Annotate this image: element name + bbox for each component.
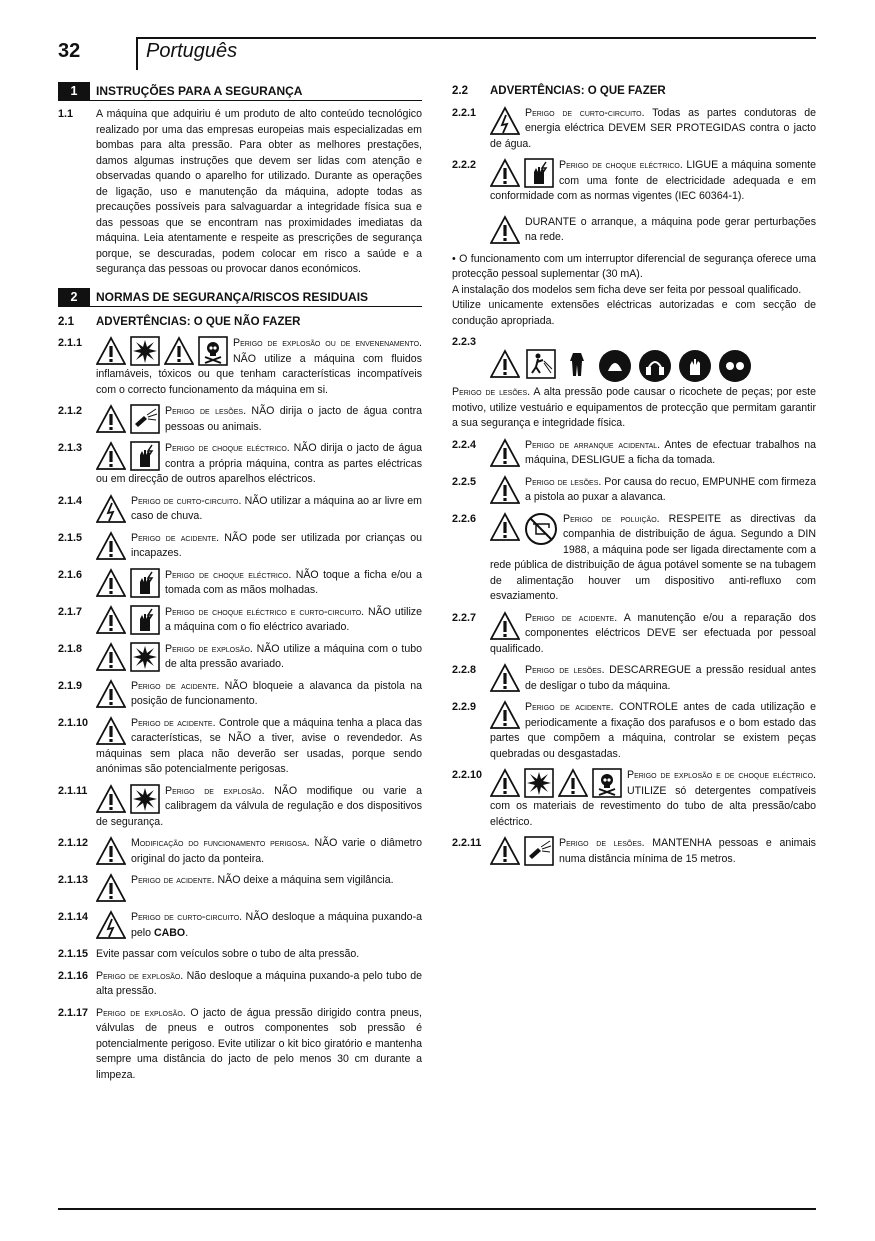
explosion-icon <box>130 784 160 814</box>
warning-icon <box>490 768 520 798</box>
hazard-label: Perigo de acidente. <box>131 716 216 729</box>
list-item <box>58 568 422 599</box>
item-text: NÃO deixe a máquina sem vigilância. <box>214 874 394 886</box>
water-jet-injury-icon <box>130 404 160 434</box>
subsection-heading <box>452 84 816 100</box>
warning-icon <box>490 512 520 542</box>
electric-shock-hand-icon <box>130 568 160 598</box>
item-number: 2.1.7 <box>58 605 83 618</box>
paragraph-item <box>58 107 422 278</box>
hazard-label: Perigo de poluição. <box>563 512 660 525</box>
page-header <box>0 0 875 70</box>
header-rule <box>136 37 816 39</box>
list-item <box>58 873 422 904</box>
item-number: 2.2.11 <box>452 837 482 849</box>
warning-icon <box>490 611 520 641</box>
item-text: NÃO bloqueie a alavanca da pistola na posição de funcionamento. <box>131 679 422 707</box>
hazard-label: Perigo de choque eléctrico. <box>165 442 290 454</box>
subsection-heading <box>58 315 422 331</box>
list-item <box>58 836 422 867</box>
list-item <box>452 836 816 867</box>
section-number: 1 <box>58 82 90 100</box>
item-text: UTILIZE só detergentes compatíveis com os materiais de revestimento do tubo de alta pressão/cabo eléctrico. <box>490 784 816 828</box>
item-text: A manutenção e/ou a reparação dos componentes eléctricos DEVE ser efectuada por pessoal qualificado. <box>490 611 816 655</box>
hazard-label: Perigo de choque eléctrico. <box>165 568 292 581</box>
item-number: 2.1.14 <box>58 911 89 923</box>
explosion-icon <box>130 336 160 366</box>
water-jet-injury-icon <box>524 836 554 866</box>
hazard-label: Perigo de lesões. <box>525 475 602 488</box>
section-title: NORMAS DE SEGURANÇA/RISCOS RESIDUAIS <box>96 289 369 304</box>
explosion-icon <box>130 642 160 672</box>
item-text: NÃO utilize a máquina com o fio eléctrico avariado. <box>165 605 422 633</box>
electric-shock-hand-icon <box>130 605 160 635</box>
hazard-label: Perigo de acidente. <box>525 611 618 624</box>
item-text: NÃO modifique ou varie a calibragem da válvula de regulação e dos dispositivos de segurança. <box>96 784 422 828</box>
toxic-icon <box>198 336 228 366</box>
warning-icon <box>96 336 126 366</box>
list-item <box>452 106 816 153</box>
hazard-label: Perigo de acidente. <box>131 679 220 692</box>
warning-icon <box>96 784 126 814</box>
warning-icon <box>490 663 520 693</box>
warning-icon <box>490 475 520 505</box>
warning-icon <box>490 215 520 245</box>
hazard-label: Perigo de explosão. <box>96 1006 186 1019</box>
warning-icon <box>490 349 520 379</box>
section-heading <box>58 288 422 307</box>
subsection-title: ADVERTÊNCIAS: O QUE NÃO FAZER <box>96 315 301 328</box>
item-text: NÃO toque a ficha e/ou a tomada com as mãos molhadas. <box>165 568 422 596</box>
warning-icon <box>96 679 126 709</box>
item-number: 2.2.2 <box>452 159 477 171</box>
hazard-label: Perigo de curto-circuito. <box>131 911 243 923</box>
electric-hazard-icon <box>96 910 126 940</box>
list-item <box>58 679 422 710</box>
item-text: NÃO utilize a máquina com fluidos inflamáveis, tóxicos ou que tenham características incompatíveis com o correcto funcionamento da máquina em si. <box>96 352 422 396</box>
hazard-label: Perigo de lesões. <box>525 664 605 676</box>
item-number: 2.1.8 <box>58 642 83 655</box>
item-text: MANTENHA pessoas e animais numa distância mínima de 15 metros. <box>559 837 816 865</box>
warning-icon <box>96 716 126 746</box>
warning-icon <box>96 873 126 903</box>
item-number: 2.1.6 <box>58 568 83 581</box>
item-number: 2.1.5 <box>58 531 83 544</box>
item-text: Por causa do recuo, EMPUNHE com firmeza a pistola ao puxar a alavanca. <box>525 475 816 503</box>
electric-shock-hand-icon <box>524 158 554 188</box>
header-divider <box>136 38 138 70</box>
ear-protection-icon <box>638 349 672 383</box>
list-item <box>452 768 816 830</box>
item-text: NÃO dirija o jacto de água contra a própria máquina, contra as partes eléctricas ou em direcção de outros aparelhos eléctricos. <box>96 442 422 485</box>
hazard-label: Perigo de curto-circuito. <box>131 494 242 507</box>
item-text: CONTROLE antes de cada utilização e periodicamente a fixação dos parafusos e o bom estado das partes que compõem a máquina, controlar se existem peças quebradas ou desgastadas. <box>490 701 817 760</box>
item-number: 2.1.4 <box>58 494 83 507</box>
hazard-label: Perigo de explosão. <box>165 642 253 655</box>
list-item <box>452 611 816 658</box>
item-text: Todas as partes condutoras de energia eléctrica DEVEM SER PROTEGIDAS contra o jacto de água. <box>490 106 817 150</box>
item-text: A máquina que adquiriu é um produto de alto conteúdo tecnológico realizado por uma das empresas europeias mais especializadas em bombas para alta pressão. Para obter as melhores prestações, damos algumas instruções que devem ser lidas com atenção e observadas quando o aparelho for utilizado. Durante as operações de ligação, uso e manutenção da máquina, adopte todas as precauções possíveis para salvaguardar a integridade física sua e das pessoas que se encontram nas proximidades imediatas da máquina. Leia atentamente e respeite as prescrições de segurança porque, se descuradas, podem colocar em risco a saúde e a segurança das pessoas ou provocar danos económicos. <box>96 108 422 275</box>
list-item <box>452 335 816 383</box>
warning-icon <box>96 531 126 561</box>
left-column <box>58 82 422 1089</box>
warning-icon <box>96 642 126 672</box>
hazard-label: Perigo de acidente. <box>131 531 220 544</box>
electric-shock-hand-icon <box>130 441 160 471</box>
no-backflow-icon <box>524 512 558 546</box>
right-column <box>452 82 816 873</box>
warning-icon <box>96 568 126 598</box>
item-text: NÃO utilize a máquina com o tubo de alta pressão avariado. <box>165 642 422 670</box>
item-number: 2.1.13 <box>58 874 89 886</box>
face-shield-icon <box>598 349 632 383</box>
item-number: 2.1.15 <box>58 948 89 960</box>
hazard-label: Perigo de explosão. <box>165 784 265 797</box>
item-number: 2.1.16 <box>58 969 89 982</box>
subsection-title: ADVERTÊNCIAS: O QUE FAZER <box>490 85 666 97</box>
warning-icon <box>490 438 520 468</box>
item-number: 2.1.1 <box>58 337 83 349</box>
item-text: Controle que a máquina tenha a placa das características, se NÃO a tiver, avise o revendedor. As máquinas sem placa não deverão ser usadas, porque sendo anónimas são potencialmente perigosas. <box>96 716 422 775</box>
warning-icon <box>490 836 520 866</box>
warning-icon <box>96 836 126 866</box>
explosion-icon <box>524 768 554 798</box>
list-item <box>58 969 422 1000</box>
item-text: RESPEITE as directivas da companhia de distribuição de água. Segundo a DIN 1988, a máquina pode ser ligada directamente com a rede pública de distribuição de água potável somente se na tubagem de alimentação houver um dispositivo anti-refluxo com esvaziamento. <box>490 512 816 602</box>
item-number: 2.2.1 <box>452 106 477 119</box>
item-text: Evite passar com veículos sobre o tubo de alta pressão. <box>96 948 360 960</box>
warning-icon <box>96 441 126 471</box>
list-item <box>58 605 422 636</box>
hazard-label: Perigo de choque eléctrico. <box>559 159 683 171</box>
list-item <box>58 404 422 435</box>
list-item <box>58 1006 422 1084</box>
item-number: 2.1.17 <box>58 1006 89 1019</box>
item-text: NÃO desloque a máquina puxando-a pelo <box>131 911 422 939</box>
list-item <box>452 700 816 762</box>
section-number: 2 <box>58 288 90 306</box>
item-number: 2.2.9 <box>452 701 477 713</box>
hazard-label: Perigo de explosão. <box>96 969 184 982</box>
item-number: 2.1.3 <box>58 442 83 454</box>
item-text: NÃO pode ser utilizada por crianças ou incapazes. <box>131 531 422 559</box>
hazard-label: Modificação do funcionamento perigosa. <box>131 837 310 849</box>
ricochet-icon <box>526 349 556 379</box>
hazard-label: Perigo de explosão e de choque eléctrico. <box>627 769 816 781</box>
electric-hazard-icon <box>96 494 126 524</box>
item-text: NÃO dirija o jacto de água contra pessoas ou animais. <box>165 405 422 433</box>
startup-warning-text: DURANTE o arranque, a máquina pode gerar perturbações na rede. <box>525 215 816 243</box>
warning-icon <box>490 158 520 188</box>
bullet-text: • O funcionamento com um interruptor diferencial de segurança oferece uma protecção pessoal suplementar (30 mA). <box>452 252 816 280</box>
protective-suit-icon <box>562 349 592 379</box>
item-text: LIGUE a máquina somente com uma fonte de electricidade adequada e em conformidade com as normas vigentes (IEC 60364-1). <box>490 159 816 202</box>
subsection-number: 2.1 <box>58 315 74 328</box>
list-item <box>58 784 422 831</box>
item-text: NÃO varie o diâmetro original do jacto da ponteira. <box>131 837 422 865</box>
page-number: 32 <box>58 40 81 62</box>
item-number: 2.2.8 <box>452 664 477 676</box>
warning-icon <box>490 700 520 730</box>
electric-hazard-icon <box>490 106 520 136</box>
warning-icon <box>164 336 194 366</box>
list-item <box>58 947 422 963</box>
item-number: 2.1.12 <box>58 837 89 849</box>
cable-emphasis: CABO <box>153 926 186 939</box>
hazard-label: Perigo de arranque acidental. <box>525 438 661 451</box>
list-item <box>58 910 422 941</box>
list-item <box>58 494 422 525</box>
item-text: Não desloque a máquina puxando-a pelo tubo de alta pressão. <box>96 969 422 997</box>
section-heading <box>58 82 422 101</box>
goggles-icon <box>718 349 752 383</box>
toxic-icon <box>592 768 622 798</box>
hazard-label: Perigo de choque eléctrico e curto-circuito. <box>165 605 365 618</box>
item-number: 1.1 <box>58 108 74 120</box>
list-item <box>452 663 816 694</box>
extension-text: Utilize unicamente extensões eléctricas autorizadas e com secção de condução apropriada. <box>452 299 816 327</box>
hazard-label: Perigo de curto-circuito. <box>525 106 645 119</box>
gloves-icon <box>678 349 712 383</box>
list-item <box>58 441 422 488</box>
list-item <box>452 438 816 469</box>
install-text: A instalação dos modelos sem ficha deve ser feita por pessoal qualificado. <box>452 283 802 296</box>
warning-icon <box>96 605 126 635</box>
list-item <box>452 215 816 246</box>
item-text-tail: . <box>185 926 189 939</box>
item-number: 2.2.5 <box>452 475 477 488</box>
item-text: NÃO utilizar a máquina ao ar livre em caso de chuva. <box>131 494 422 522</box>
footer-rule <box>58 1208 816 1210</box>
section-title: INSTRUÇÕES PARA A SEGURANÇA <box>96 84 303 98</box>
item-number: 2.2.6 <box>452 512 477 525</box>
warning-icon <box>96 404 126 434</box>
list-item <box>58 716 422 778</box>
subsection-number: 2.2 <box>452 85 468 97</box>
item-number: 2.2.10 <box>452 769 483 781</box>
list-item <box>58 642 422 673</box>
item-number: 2.1.11 <box>58 784 88 797</box>
item-text: DESCARREGUE a pressão residual antes de desligar o tubo da máquina. <box>525 664 816 692</box>
item-number: 2.1.2 <box>58 405 83 417</box>
ricochet-text: A alta pressão pode causar o ricochete de peças; por este motivo, utilize vestuário e equipamentos de protecção que permitam garantir a sua segurança e integridade física. <box>452 386 816 429</box>
item-number: 2.2.7 <box>452 611 477 624</box>
item-text: O jacto de água pressão dirigido contra pneus, válvulas de pneus e outros componentes sob pressão é potencialmente perigoso. Evite utilizar o kit bico giratório e mantenha sempre uma distância do jacto de pelo menos 30 cm durante a limpeza. <box>96 1006 423 1081</box>
item-text: Antes de efectuar trabalhos na máquina, DESLIGUE a ficha da tomada. <box>525 438 816 466</box>
hazard-label: Perigo de explosão ou de envenenamento. <box>233 337 422 349</box>
item-text <box>452 385 816 432</box>
hazard-label: Perigo de acidente. <box>131 874 215 886</box>
list-item <box>452 512 816 605</box>
language-title: Português <box>146 40 238 62</box>
item-number: 2.2.3 <box>452 336 477 348</box>
hazard-label: Perigo de acidente. <box>525 701 614 713</box>
warning-icon <box>558 768 588 798</box>
list-item <box>452 158 816 205</box>
item-number: 2.1.9 <box>58 679 83 692</box>
list-item <box>58 336 422 398</box>
list-item <box>58 531 422 562</box>
item-number: 2.1.10 <box>58 716 89 729</box>
hazard-label: Perigo de lesões. <box>559 837 645 849</box>
hazard-label: Perigo de lesões. <box>165 405 247 417</box>
hazard-label: Perigo de lesões. <box>452 386 531 398</box>
item-number: 2.2.4 <box>452 438 477 451</box>
list-item <box>452 475 816 506</box>
